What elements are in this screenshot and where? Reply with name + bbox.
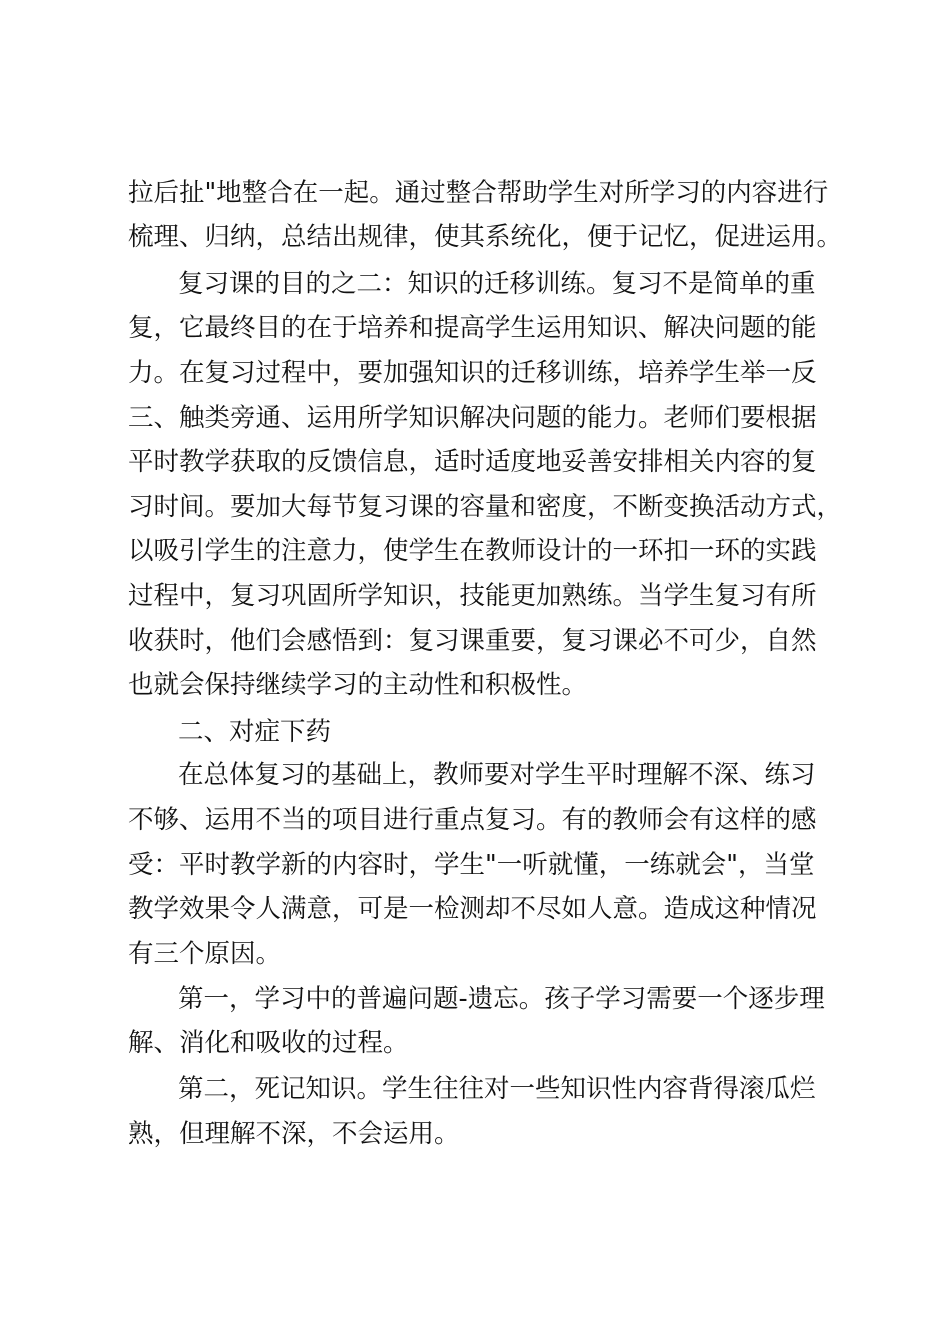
text-line-22: 熟，但理解不深，不会运用。 — [128, 1119, 460, 1149]
text-line-17: 教学效果令人满意，可是一检测却不尽如人意。造成这种情况 — [128, 894, 817, 924]
text-line-12: 也就会保持继续学习的主动性和积极性。 — [128, 670, 588, 700]
section-heading: 二、对症下药 — [178, 717, 332, 747]
paragraph-purpose-two-start: 复习课的目的之二：知识的迁移训练。复习不是简单的重 — [178, 269, 816, 299]
text-line-6: 三、触类旁通、运用所学知识解决问题的能力。老师们要根据 — [128, 403, 817, 433]
text-line-7: 平时教学获取的反馈信息，适时适度地妥善安排相关内容的复 — [128, 447, 817, 477]
text-line-18: 有三个原因。 — [128, 939, 282, 969]
paragraph-review-start: 在总体复习的基础上，教师要对学生平时理解不深、练习 — [178, 760, 816, 790]
text-line-5: 力。在复习过程中，要加强知识的迁移训练，培养学生举一反 — [128, 358, 817, 388]
paragraph-second-reason: 第二，死记知识。学生往往对一些知识性内容背得滚瓜烂 — [178, 1074, 816, 1104]
text-line-9: 以吸引学生的注意力，使学生在教师设计的一环扣一环的实践 — [128, 536, 817, 566]
text-line-2: 梳理、归纳，总结出规律，使其系统化，便于记忆，促进运用。 — [128, 222, 843, 252]
text-line-10: 过程中，复习巩固所学知识，技能更加熟练。当学生复习有所 — [128, 581, 817, 611]
text-line-11: 收获时，他们会感悟到：复习课重要，复习课必不可少，自然 — [128, 626, 817, 656]
text-line-15: 不够、运用不当的项目进行重点复习。有的教师会有这样的感 — [128, 805, 817, 835]
paragraph-first-reason: 第一，学习中的普遍问题-遗忘。孩子学习需要一个逐步理 — [178, 984, 825, 1014]
text-line-8: 习时间。要加大每节复习课的容量和密度，不断变换活动方式， — [128, 492, 843, 522]
text-line-4: 复，它最终目的在于培养和提高学生运用知识、解决问题的能 — [128, 313, 817, 343]
text-line-16: 受：平时教学新的内容时，学生"一听就懂，一练就会"，当堂 — [128, 850, 815, 880]
text-line-20: 解、消化和吸收的过程。 — [128, 1028, 409, 1058]
text-line-1: 拉后扯"地整合在一起。通过整合帮助学生对所学习的内容进行 — [128, 178, 829, 208]
